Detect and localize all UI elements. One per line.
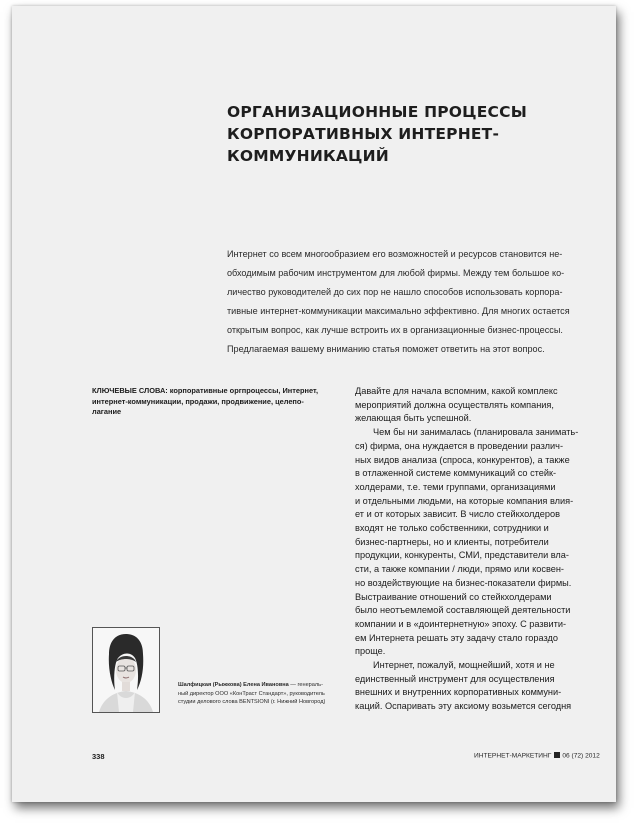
body-line: ных видов анализа (спроса, конкурентов), а также	[355, 454, 570, 465]
body-line: Давайте для начала вспомним, какой комплекс	[355, 386, 558, 396]
body-line: ся) фирма, она нуждается в проведении различ-	[355, 440, 564, 451]
lead-line: Интернет со всем многообразием его возможностей и ресурсов становится не-	[227, 249, 563, 259]
body-line: единственный инструмент для осуществления	[355, 673, 555, 684]
square-separator-icon	[554, 752, 560, 758]
lead-line: обходимым рабочим инструментом для любой фирмы. Между тем большое ко-	[227, 268, 565, 278]
body-line: в отлаженной системе коммуникаций со стейк-	[355, 468, 557, 479]
body-line: продукции, конкуренты, СМИ, представители вла-	[355, 550, 569, 561]
body-line: ет и от которых зависит. В число стейкхолдеров	[355, 509, 560, 520]
title-line: КОММУНИКАЦИЙ	[227, 147, 389, 165]
lead-line: Предлагаемая вашему вниманию статья поможет ответить на этот вопрос.	[227, 344, 545, 354]
page-number: 338	[92, 752, 105, 761]
body-line: бизнес-партнеры, но и клиенты, потребители	[355, 536, 549, 547]
body-line: компании и в «доинтернетную» эпоху. С развити-	[355, 618, 567, 629]
body-line: Выстраивание отношений со стейкхолдерами	[355, 591, 552, 602]
issue-number: 06 (72) 2012	[562, 752, 600, 760]
body-line: ем Интернета решать эту задачу стало гораздо	[355, 632, 558, 643]
author-photo	[92, 627, 160, 713]
title-line: ОРГАНИЗАЦИОННЫЕ ПРОЦЕССЫ	[227, 103, 527, 121]
title-line: КОРПОРАТИВНЫХ ИНТЕРНЕТ-	[227, 125, 500, 143]
bio-line: ный директор ООО «КонТраст Стандарт», руководитель	[178, 690, 325, 697]
body-line: Чем бы ни занималась (планировала занимать-	[373, 427, 579, 438]
body-line: мероприятий должна осуществлять компания,	[355, 399, 554, 410]
body-line: проще.	[355, 646, 386, 657]
body-line: входят не только собственники, сотрудники и	[355, 523, 549, 534]
body-line: холдерами, т.е. теми группами, организациями	[355, 481, 556, 492]
keywords-block	[92, 386, 337, 418]
running-footer	[474, 752, 600, 760]
lead-line: личество руководителей до сих пор не нашло способов использовать корпора-	[227, 287, 563, 297]
journal-name: ИНТЕРНЕТ-МАРКЕТИНГ	[474, 752, 552, 760]
body-line: сти, а также компании / люди, прямо или косвен-	[355, 564, 564, 575]
bio-line: студии делового слова BENTSIONI (г. Нижний Новгород)	[178, 699, 326, 706]
article-title	[227, 101, 527, 167]
bio-line	[178, 681, 348, 690]
keywords-line: интернет-коммуникации, продажи, продвижение, целепо-	[92, 396, 304, 406]
keywords-line: лагание	[92, 407, 122, 416]
author-portrait-image	[93, 628, 159, 712]
body-line: и отдельными людьми, на которые компания влия-	[355, 495, 574, 506]
author-bio	[178, 681, 348, 707]
article-body	[355, 385, 600, 714]
body-line: но воздействующие на бизнес-показатели фирмы.	[355, 577, 572, 588]
magazine-page	[12, 6, 616, 802]
article-lead	[227, 245, 597, 359]
lead-line: тивные интернет-коммуникации максимально эффективно. Для многих остается	[227, 306, 570, 316]
body-line: желающая быть успешной.	[355, 413, 472, 424]
author-name: Шалфицкая (Рыжкова) Елена Ивановна	[178, 682, 289, 688]
body-line: было неотъемлемой составляющей деятельности	[355, 605, 571, 616]
lead-line: открытым вопрос, как лучше встроить их в организационные бизнес-процессы.	[227, 325, 563, 335]
body-line: каций. Оспаривать эту аксиому возьмется сегодня	[355, 701, 572, 712]
body-line: Интернет, пожалуй, мощнейший, хотя и не	[373, 660, 555, 671]
keywords-line: КЛЮЧЕВЫЕ СЛОВА: корпоративные оргпроцессы, Интернет,	[92, 386, 319, 395]
bio-text: — генераль-	[288, 682, 323, 688]
body-line: внешних и внутренних корпоративных коммуни-	[355, 687, 562, 698]
